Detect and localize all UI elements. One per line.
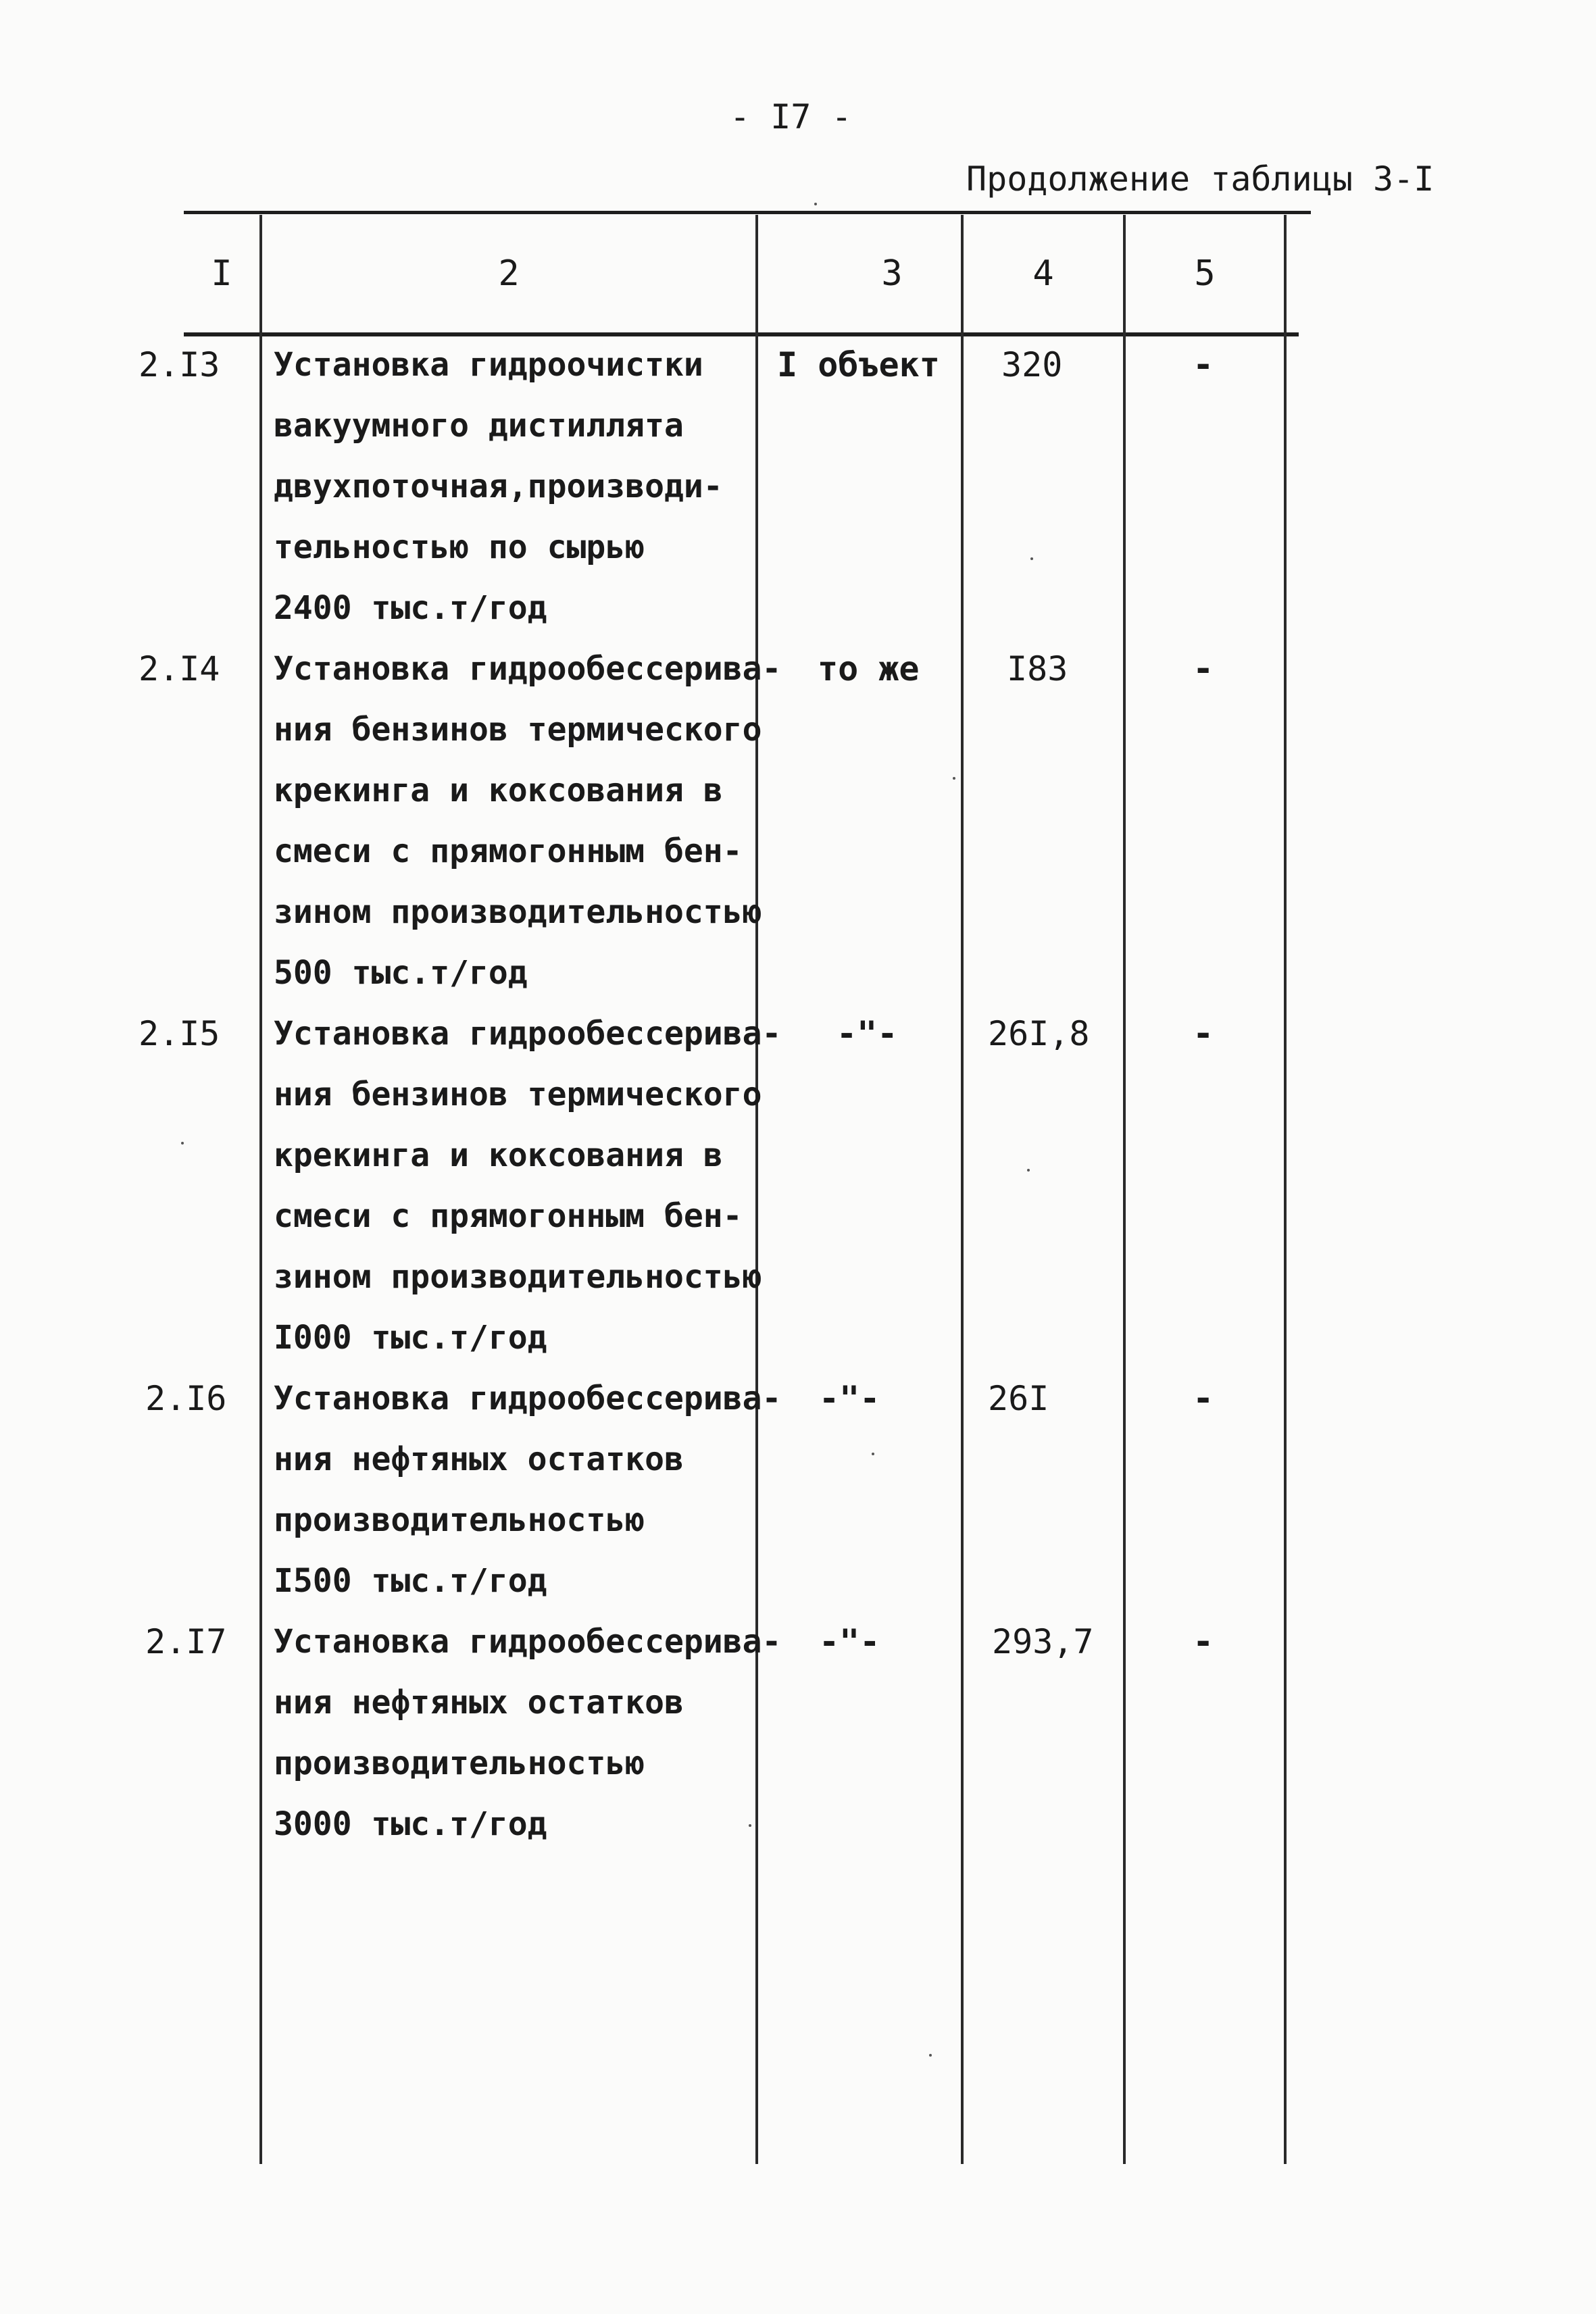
column-divider-4: [1123, 215, 1126, 2164]
row-description: [274, 1368, 781, 1611]
description-line: Установка гидрообессерива-: [274, 1380, 782, 1417]
description-line: Установка гидроочистки: [274, 346, 703, 384]
description-line: тельностью по сырью: [274, 528, 645, 566]
scan-speck: [814, 203, 817, 205]
row-description: [274, 1003, 781, 1368]
description-line: зином производительностью: [274, 893, 762, 931]
scan-speck: [1030, 557, 1033, 560]
row-description: [274, 334, 723, 638]
description-line: I000 тыс.т/год: [274, 1319, 547, 1357]
scan-speck: [181, 1142, 184, 1145]
description-line: ния нефтяных остатков: [274, 1684, 684, 1721]
description-line: двухпоточная,производи-: [274, 468, 723, 505]
scan-speck: [1027, 1169, 1030, 1172]
row-value: 26I,8: [988, 1014, 1090, 1053]
column-divider-5: [1284, 215, 1287, 2164]
row-value: 293,7: [992, 1622, 1094, 1661]
row-col5-dash: -: [1193, 1621, 1214, 1662]
row-number: 2.I3: [139, 345, 220, 384]
row-value: 26I: [988, 1379, 1049, 1418]
row-unit: I объект: [777, 345, 940, 384]
table-continuation-label: Продолжение таблицы 3-I: [966, 159, 1435, 199]
description-line: зином производительностью: [274, 1258, 762, 1296]
column-divider-1: [259, 215, 262, 2164]
row-description: [274, 1611, 781, 1855]
description-line: крекинга и коксования в: [274, 1136, 723, 1174]
description-line: Установка гидрообессерива-: [274, 1623, 782, 1661]
row-value: 320: [1001, 345, 1063, 384]
row-col5-dash: -: [1193, 649, 1214, 689]
scan-speck: [953, 777, 955, 780]
description-line: ния бензинов термического: [274, 1076, 762, 1113]
description-line: Установка гидрообессерива-: [274, 1015, 782, 1053]
description-line: I500 тыс.т/год: [274, 1562, 547, 1600]
row-col5-dash: -: [1193, 1013, 1214, 1054]
row-number: 2.I4: [139, 649, 220, 688]
row-value: I83: [1007, 649, 1068, 688]
header-col-3: 3: [881, 253, 903, 294]
description-line: вакуумного дистиллята: [274, 407, 684, 445]
row-col5-dash: -: [1193, 345, 1214, 385]
row-unit: -"-: [837, 1014, 898, 1053]
description-line: Установка гидрообессерива-: [274, 650, 782, 688]
scan-speck: [872, 1453, 874, 1455]
row-number: 2.I7: [145, 1622, 227, 1661]
description-line: крекинга и коксования в: [274, 772, 723, 809]
table-top-rule: [184, 211, 1311, 214]
description-line: производительностью: [274, 1501, 645, 1539]
row-unit: -"-: [819, 1379, 880, 1418]
description-line: 2400 тыс.т/год: [274, 589, 547, 627]
description-line: смеси с прямогонным бен-: [274, 832, 743, 870]
row-description: [274, 638, 781, 1003]
row-col5-dash: -: [1193, 1378, 1214, 1419]
page-number: - I7 -: [730, 97, 852, 136]
description-line: производительностью: [274, 1744, 645, 1782]
row-unit: -"-: [819, 1622, 880, 1661]
description-line: ния нефтяных остатков: [274, 1440, 684, 1478]
row-number: 2.I5: [139, 1014, 220, 1053]
header-col-1: I: [211, 253, 232, 294]
row-number: 2.I6: [145, 1379, 227, 1418]
description-line: ния бензинов термического: [274, 711, 762, 749]
header-col-5: 5: [1194, 253, 1216, 294]
scan-speck: [749, 1824, 751, 1827]
row-unit: то же: [818, 649, 920, 688]
column-divider-3: [961, 215, 964, 2164]
description-line: 3000 тыс.т/год: [274, 1805, 547, 1843]
header-col-2: 2: [498, 253, 520, 294]
header-col-4: 4: [1032, 253, 1054, 294]
description-line: смеси с прямогонным бен-: [274, 1197, 743, 1235]
scan-speck: [929, 2054, 932, 2057]
description-line: 500 тыс.т/год: [274, 954, 528, 992]
